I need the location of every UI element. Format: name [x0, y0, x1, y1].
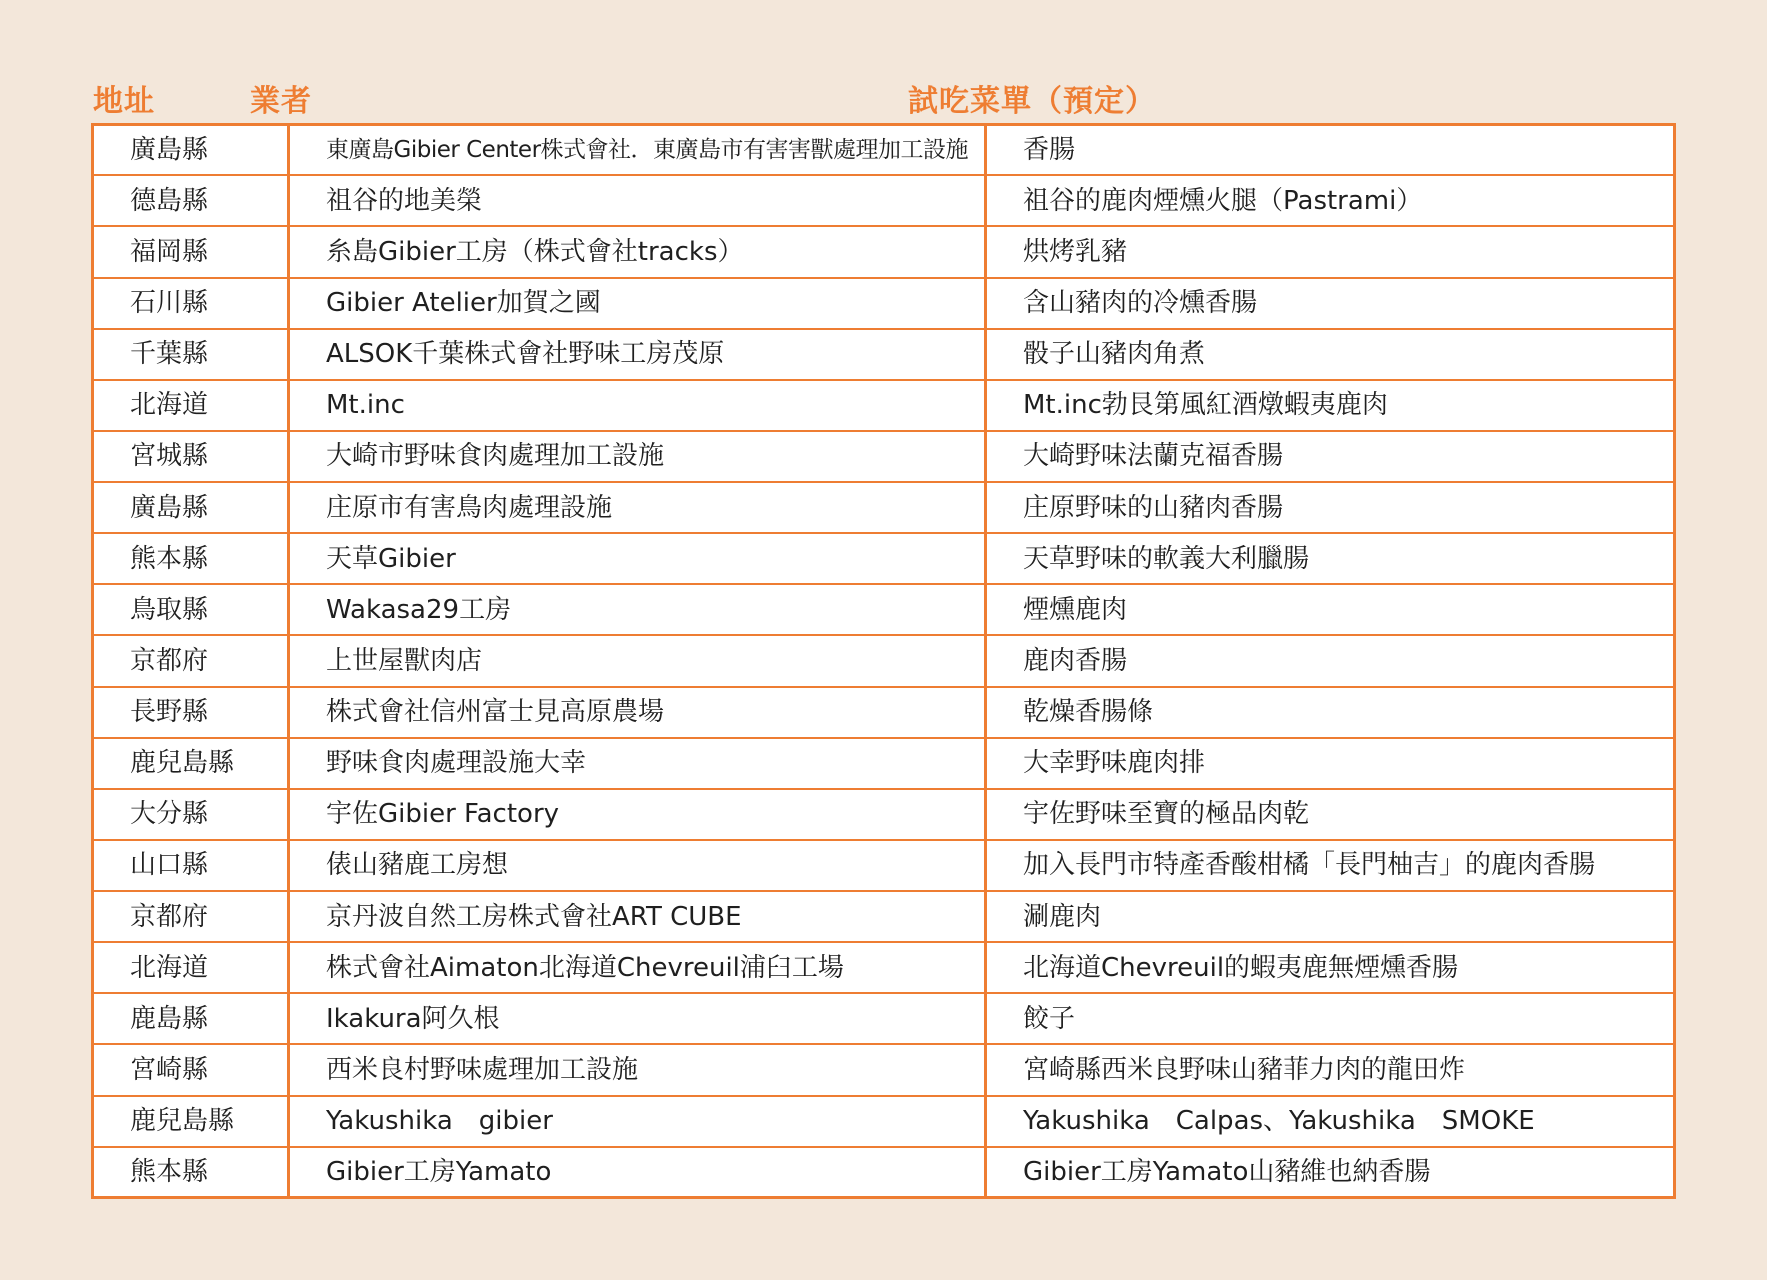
vendor-cell: 株式會社Aimaton北海道Chevreuil浦臼工場 — [289, 942, 986, 993]
table-row — [94, 329, 1673, 380]
vendor-cell: 西米良村野味處理加工設施 — [289, 1044, 986, 1095]
address-cell: 鹿兒島縣 — [94, 738, 289, 789]
menu-cell: 北海道Chevreuil的蝦夷鹿無煙燻香腸 — [986, 942, 1674, 993]
menu-cell: Mt.inc勃艮第風紅酒燉蝦夷鹿肉 — [986, 380, 1674, 431]
address-cell: 鳥取縣 — [94, 584, 289, 635]
table-row — [94, 891, 1673, 942]
vendor-cell: 上世屋獸肉店 — [289, 635, 986, 686]
address-cell: 福岡縣 — [94, 226, 289, 277]
vendor-cell: 祖谷的地美榮 — [289, 175, 986, 226]
menu-cell: 涮鹿肉 — [986, 891, 1674, 942]
address-cell: 熊本縣 — [94, 533, 289, 584]
vendor-cell: Ikakura阿久根 — [289, 993, 986, 1044]
table-body — [94, 126, 1673, 1196]
column-headers — [0, 70, 1767, 120]
vendor-cell: Wakasa29工房 — [289, 584, 986, 635]
address-cell: 熊本縣 — [94, 1147, 289, 1196]
header-vendor: 業者 — [250, 84, 312, 119]
address-cell: 北海道 — [94, 380, 289, 431]
address-cell: 山口縣 — [94, 840, 289, 891]
address-cell: 廣島縣 — [94, 126, 289, 175]
table-row — [94, 533, 1673, 584]
vendor-cell: 京丹波自然工房株式會社ART CUBE — [289, 891, 986, 942]
table-row — [94, 584, 1673, 635]
menu-cell: 加入長門市特產香酸柑橘「長門柚吉」的鹿肉香腸 — [986, 840, 1674, 891]
menu-cell: 煙燻鹿肉 — [986, 584, 1674, 635]
address-cell: 京都府 — [94, 891, 289, 942]
table-row — [94, 635, 1673, 686]
address-cell: 德島縣 — [94, 175, 289, 226]
address-cell: 鹿兒島縣 — [94, 1096, 289, 1147]
address-cell: 廣島縣 — [94, 482, 289, 533]
table-row — [94, 789, 1673, 840]
vendor-cell: 俵山豬鹿工房想 — [289, 840, 986, 891]
vendor-cell: Mt.inc — [289, 380, 986, 431]
table-row — [94, 738, 1673, 789]
vendor-cell: 野味食肉處理設施大幸 — [289, 738, 986, 789]
menu-cell: Gibier工房Yamato山豬維也納香腸 — [986, 1147, 1674, 1196]
table-row — [94, 942, 1673, 993]
vendor-table — [91, 123, 1676, 1199]
table-row — [94, 1096, 1673, 1147]
table-row — [94, 126, 1673, 175]
vendor-cell: 宇佐Gibier Factory — [289, 789, 986, 840]
table-row — [94, 380, 1673, 431]
menu-cell: 大幸野味鹿肉排 — [986, 738, 1674, 789]
address-cell: 宮崎縣 — [94, 1044, 289, 1095]
table-row — [94, 482, 1673, 533]
menu-cell: 祖谷的鹿肉煙燻火腿（Pastrami） — [986, 175, 1674, 226]
vendor-cell: Gibier Atelier加賀之國 — [289, 278, 986, 329]
menu-cell: 宮崎縣西米良野味山豬菲力肉的龍田炸 — [986, 1044, 1674, 1095]
menu-cell: 骰子山豬肉角煮 — [986, 329, 1674, 380]
table-row — [94, 1044, 1673, 1095]
vendor-cell: 大崎市野味食肉處理加工設施 — [289, 431, 986, 482]
table-row — [94, 840, 1673, 891]
table-row — [94, 993, 1673, 1044]
vendor-cell: 株式會社信州富士見高原農場 — [289, 687, 986, 738]
address-cell: 宮城縣 — [94, 431, 289, 482]
address-cell: 北海道 — [94, 942, 289, 993]
menu-cell: 烘烤乳豬 — [986, 226, 1674, 277]
menu-cell: 餃子 — [986, 993, 1674, 1044]
menu-cell: Yakushika Calpas、Yakushika SMOKE — [986, 1096, 1674, 1147]
menu-cell: 庄原野味的山豬肉香腸 — [986, 482, 1674, 533]
vendor-cell: 天草Gibier — [289, 533, 986, 584]
menu-cell: 宇佐野味至寶的極品肉乾 — [986, 789, 1674, 840]
address-cell: 京都府 — [94, 635, 289, 686]
vendor-cell: Yakushika gibier — [289, 1096, 986, 1147]
menu-cell: 天草野味的軟義大利臘腸 — [986, 533, 1674, 584]
table-row — [94, 1147, 1673, 1196]
menu-cell: 鹿肉香腸 — [986, 635, 1674, 686]
vendor-cell: 庄原市有害鳥肉處理設施 — [289, 482, 986, 533]
address-cell: 鹿島縣 — [94, 993, 289, 1044]
address-cell: 石川縣 — [94, 278, 289, 329]
menu-cell: 大崎野味法蘭克福香腸 — [986, 431, 1674, 482]
menu-cell: 乾燥香腸條 — [986, 687, 1674, 738]
table-row — [94, 431, 1673, 482]
header-address: 地址 — [93, 84, 155, 119]
address-cell: 長野縣 — [94, 687, 289, 738]
table-row — [94, 226, 1673, 277]
address-cell: 千葉縣 — [94, 329, 289, 380]
table-row — [94, 687, 1673, 738]
vendor-cell: 糸島Gibier工房（株式會社tracks） — [289, 226, 986, 277]
vendor-cell: Gibier工房Yamato — [289, 1147, 986, 1196]
menu-cell: 香腸 — [986, 126, 1674, 175]
table-row — [94, 175, 1673, 226]
vendor-cell: ALSOK千葉株式會社野味工房茂原 — [289, 329, 986, 380]
address-cell: 大分縣 — [94, 789, 289, 840]
header-menu: 試吃菜單（預定） — [908, 84, 1156, 119]
menu-cell: 含山豬肉的冷燻香腸 — [986, 278, 1674, 329]
table-row — [94, 278, 1673, 329]
vendor-cell: 東廣島Gibier Center株式會社．東廣島市有害害獸處理加工設施 — [289, 126, 986, 175]
